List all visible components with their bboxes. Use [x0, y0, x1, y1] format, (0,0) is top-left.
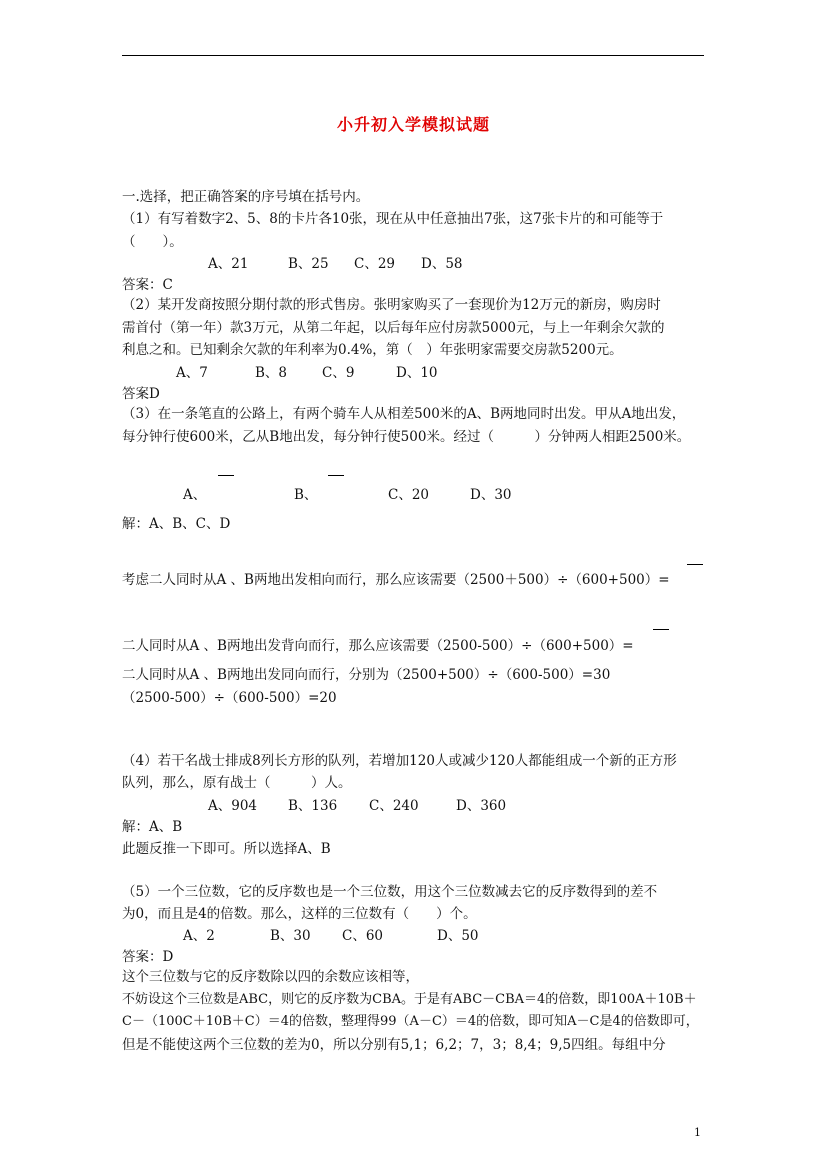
q2-option-c: C、9: [322, 365, 355, 381]
q2-option-a: A、7: [176, 365, 208, 381]
q1-option-a: A、21: [208, 256, 249, 272]
q2-line-1: （2）某开发商按照分期付款的形式售房。张明家购买了一套现价为12万元的新房，购房时: [122, 297, 661, 313]
fraction-bar: [653, 629, 669, 630]
q1-option-d: D、58: [421, 256, 463, 272]
page-number: 1: [694, 1126, 701, 1139]
q1-line-1: （1）有写着数字2、5、8的卡片各10张，现在从中任意抽出7张，这7张卡片的和可能等于: [122, 211, 664, 227]
q2-option-d: D、10: [396, 365, 438, 381]
q3-option-c: C、20: [388, 487, 430, 503]
q3-solution: 解：A、B、C、D: [122, 516, 231, 532]
q5-explain-4: 但是不能使这两个三位数的差为0，所以分别有5,1；6,2；7，3；8,4；9,5四组。每组中分: [122, 1037, 666, 1053]
fraction-bar: [218, 475, 234, 476]
q4-option-a: A、904: [208, 798, 258, 814]
q4-option-d: D、360: [456, 798, 507, 814]
header-rule: [122, 55, 704, 56]
q4-solution: 解：A、B: [122, 819, 183, 835]
q5-option-d: D、50: [437, 928, 479, 944]
q5-line-2: 为0，而且是4的倍数。那么，这样的三位数有（ ）个。: [122, 906, 477, 922]
q2-option-b: B、8: [255, 365, 288, 381]
q1-line-2: （ ）。: [122, 234, 183, 250]
q3-option-a: A、: [183, 487, 207, 503]
q3-explain-3: 二人同时从A 、B两地出发同向而行，分别为（2500+500）÷（600-500）=30: [122, 667, 611, 683]
q5-explain-1: 这个三位数与它的反序数除以四的余数应该相等，: [122, 969, 419, 985]
q4-option-c: C、240: [369, 798, 419, 814]
q1-option-b: B、25: [288, 256, 329, 272]
section-heading: 一.选择，把正确答案的序号填在括号内。: [122, 189, 370, 205]
q3-line-1: （3）在一条笔直的公路上，有两个骑车人从相差500米的A、B两地同时出发。甲从A地出发，: [122, 406, 686, 422]
q5-line-1: （5）一个三位数，它的反序数也是一个三位数，用这个三位数减去它的反序数得到的差不: [122, 884, 658, 900]
q5-explain-2: 不妨设这个三位数是ABC，则它的反序数为CBA。于是有ABC－CBA＝4的倍数，即100A＋10B＋: [122, 992, 697, 1007]
q2-line-2: 需首付（第一年）款3万元，从第二年起，以后每年应付房款5000元，与上一年剩余欠款的: [122, 320, 665, 336]
fraction-bar: [328, 475, 344, 476]
q4-line-2: 队列，那么，原有战士（ ）人。: [122, 775, 352, 791]
q5-option-a: A、2: [183, 928, 215, 944]
q5-option-b: B、30: [270, 928, 311, 944]
q3-explain-1: 考虑二人同时从A 、B两地出发相向而行，那么应该需要（2500＋500）÷（600+500）=: [122, 572, 670, 588]
q3-explain-2: 二人同时从A 、B两地出发背向而行，那么应该需要（2500-500）÷（600+500）=: [122, 638, 634, 654]
q1-answer: 答案：C: [122, 277, 173, 293]
q4-line-1: （4）若干名战士排成8列长方形的队列，若增加120人或减少120人都能组成一个新的正方形: [122, 753, 677, 769]
page-title: 小升初入学模拟试题: [336, 115, 490, 134]
q5-option-c: C、60: [342, 928, 384, 944]
q3-option-b: B、: [294, 487, 318, 503]
q3-explain-4: （2500-500）÷（600-500）=20: [122, 690, 337, 706]
q1-option-c: C、29: [354, 256, 396, 272]
q2-line-3: 利息之和。已知剩余欠款的年利率为0.4%，第（ ）年张明家需要交房款5200元。: [122, 342, 623, 358]
q3-option-d: D、30: [470, 487, 512, 503]
q2-answer: 答案D: [122, 386, 160, 402]
q4-option-b: B、136: [288, 798, 338, 814]
q4-explain: 此题反推一下即可。所以选择A、B: [122, 841, 331, 857]
q5-answer: 答案：D: [122, 949, 174, 965]
q3-line-2: 每分钟行使600米，乙从B地出发，每分钟行使500米。经过（ ）分钟两人相距2500米。: [122, 429, 691, 445]
q5-explain-3: C－（100C＋10B＋C）＝4的倍数，整理得99（A－C）＝4的倍数，即可知A－C是4的倍数即可，: [122, 1014, 699, 1029]
fraction-bar: [687, 564, 703, 565]
